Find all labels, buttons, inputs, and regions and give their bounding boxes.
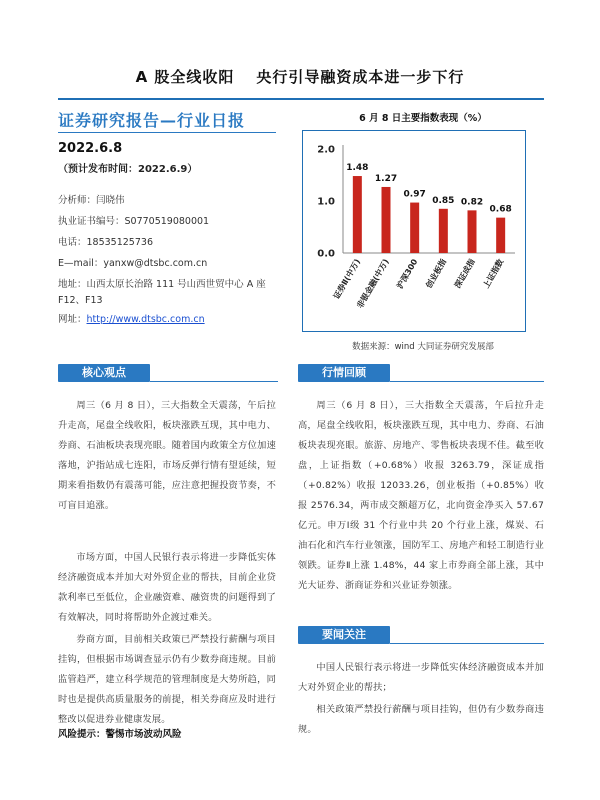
headline-divider <box>58 98 544 100</box>
report-headline <box>0 66 600 87</box>
x-tick-label: 非银金融(中万) <box>355 257 391 310</box>
data-label: 1.48 <box>346 163 369 174</box>
market-review-paragraph: 周三（6 月 8 日），三大指数全天震荡，午后拉升走高，尾盘全线收阳，板块涨跌互现，其中电力、券商、石油板块表现亮眼。旅游、房地产、零售板块表现不佳。截至收盘，上证指数（+0.68%）收报 3263.79，深证成指（+0.82%）收报 12033.26，创业板指（+0.85%）收报 2576.34，两市成交额超万亿，北向资金净买入 57.67 亿元。申万Ⅰ级 31 个行业中共 20 个行业上涨，煤炭、石油石化和汽车行业领涨，国防军工、房地产和轻工制造行业领跌。证券Ⅱ上涨 1.48%，44 家上市券商全部上涨，其中光大证券、浙商证券和兴业证券领涨。 <box>298 400 544 591</box>
chart-frame <box>302 130 526 332</box>
headline-part2: 央行引导融资成本进一步下行 <box>256 68 465 86</box>
x-tick-label: 证券Ⅱ(中万) <box>331 257 363 301</box>
x-tick-label: 沪深300 <box>395 257 420 291</box>
analyst-phone: 电话：18535125736 <box>58 237 153 248</box>
analyst-address <box>58 278 266 308</box>
analyst-email: E—mail：yanxw@dtsbc.com.cn <box>58 258 208 269</box>
data-label: 1.27 <box>374 173 398 184</box>
y-tick-label: 1.0 <box>317 196 335 208</box>
bar <box>353 176 362 253</box>
market-review-heading: 行情回顾 <box>298 364 390 382</box>
address-line-1: 地址：山西太原长治路 111 号山西世贸中心 A 座 <box>58 279 266 290</box>
core-view-paragraph-1: 周三（6 月 8 日），三大指数全天震荡，午后拉升走高，尾盘全线收阳，板块涨跌互现，其中电力、券商、石油板块表现亮眼。随着国内政策全方位加速落地，沪指站成七连阳，市场反弹行情有望延续，短期来看指数仍有震荡可能，应注意把握投资节奏，不可盲目追涨。 <box>58 400 276 511</box>
analyst-license: 执业证书编号：S0770519080001 <box>58 216 210 227</box>
news-heading: 要闻关注 <box>298 626 390 644</box>
y-tick-label: 2.0 <box>317 144 335 156</box>
bar <box>496 218 505 253</box>
x-tick-label: 创业板指 <box>424 257 449 290</box>
report-date: 2022.6.8 <box>58 141 123 156</box>
market-review-heading-line <box>390 381 544 382</box>
core-view-heading-line <box>150 381 278 382</box>
core-view-paragraph-3: 券商方面，目前相关政策已严禁投行薪酬与项目挂钩，但根据市场调查显示仍有少数券商违规。目前监管趋严，建立科学规范的管理制度是大势所趋，同时也是提供高质量服务的前提，相关券商应及时进行整改以促进券业健康发展。 <box>58 634 276 725</box>
chart-source: 数据来源：wind 大同证券研究发展部 <box>352 342 494 352</box>
news-paragraph-2: 相关政策严禁投行薪酬与项目挂钩，但仍有少数券商违规。 <box>298 704 544 735</box>
headline-part1: A 股全线收阳 <box>135 68 235 86</box>
publish-time: （预计发布时间：2022.6.9） <box>58 164 198 175</box>
analyst-name: 分析师：闫晓伟 <box>58 195 125 206</box>
data-label: 0.68 <box>489 204 512 215</box>
bar <box>439 209 448 253</box>
core-view-paragraph-2: 市场方面，中国人民银行表示将进一步降低实体经济融资成本并加大对外贸企业的帮扶，目前企业贷款利率已至低位，企业融资难、融资贵的问题得到了有效解决，同时将帮助外企渡过难关。 <box>58 552 276 623</box>
data-label: 0.97 <box>403 189 426 200</box>
report-type-underline <box>58 132 276 133</box>
bar <box>468 210 477 253</box>
data-label: 0.82 <box>460 197 484 208</box>
core-view-heading: 核心观点 <box>58 364 150 382</box>
report-type: 证券研究报告—行业日报 <box>58 111 246 130</box>
news-heading-line <box>390 643 544 644</box>
risk-warning: 风险提示：警惕市场波动风险 <box>58 729 182 740</box>
y-tick-label: 0.0 <box>317 248 335 260</box>
bar <box>410 203 419 253</box>
news-paragraph-1: 中国人民银行表示将进一步降低实体经济融资成本并加大对外贸企业的帮扶； <box>298 662 544 693</box>
address-line-2: F12、F13 <box>58 295 103 306</box>
index-performance-chart <box>303 131 525 331</box>
website-label: 网址： <box>58 314 87 325</box>
data-label: 0.85 <box>432 195 455 206</box>
bar <box>382 187 391 253</box>
website-link[interactable]: http://www.dtsbc.com.cn <box>86 314 205 325</box>
x-tick-label: 上证指数 <box>481 257 506 290</box>
x-tick-label: 深证成指 <box>452 257 477 290</box>
chart-title: 6 月 8 日主要指数表现（%） <box>359 113 487 124</box>
analyst-website <box>58 313 205 327</box>
